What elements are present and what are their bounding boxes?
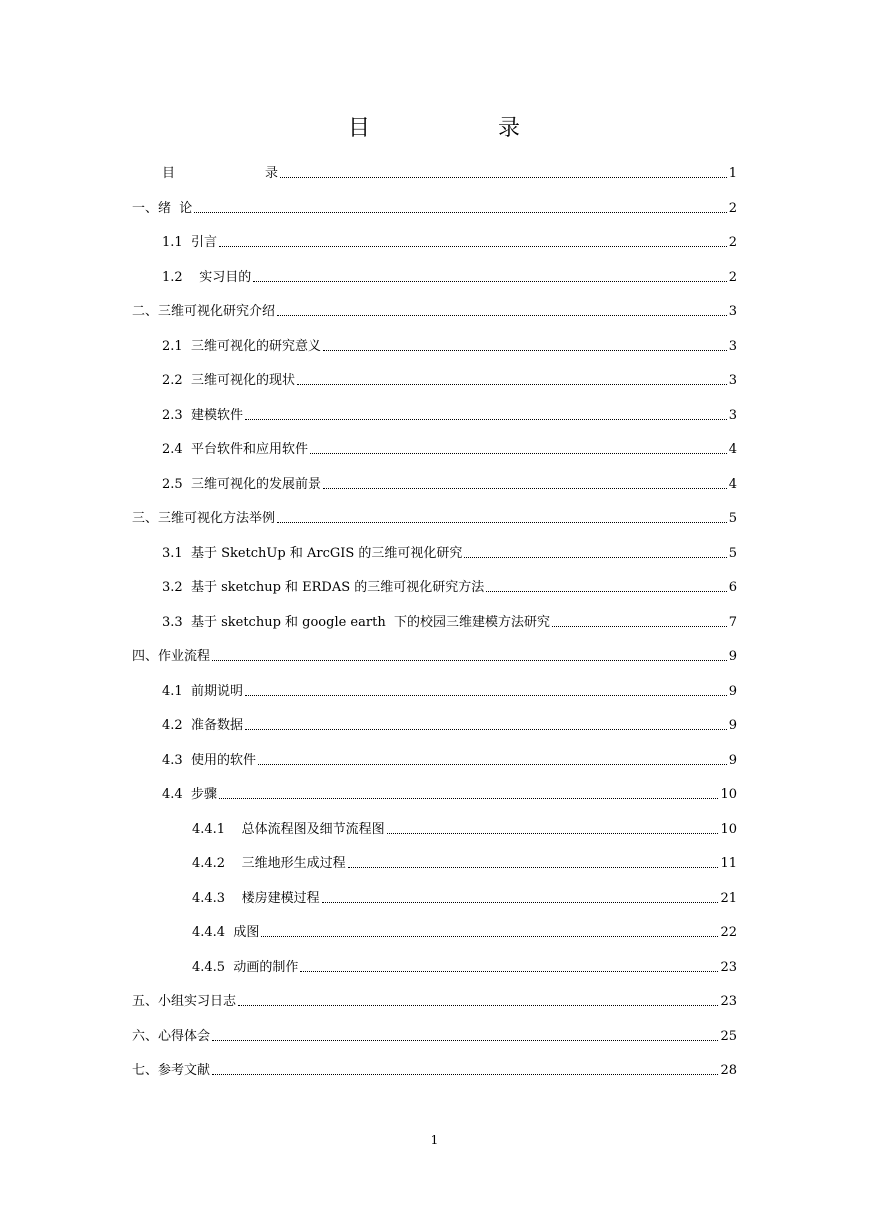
toc-leader-dots [323, 487, 727, 489]
toc-entry-page: 28 [720, 1063, 737, 1078]
toc-entry[interactable] [162, 773, 737, 803]
toc-leader-dots [277, 521, 727, 523]
toc-entry-label: 4.4.3 楼房建模过程 [192, 890, 320, 906]
toc-entry-label: 2.4 平台软件和应用软件 [162, 442, 308, 457]
toc-entry-label: 3.3 基于 sketchup 和 google earth 下的校园三维建模方法研究 [162, 614, 550, 630]
toc-entry[interactable] [162, 394, 737, 424]
toc-entry-page: 3 [728, 373, 737, 388]
toc-entry-page: 1 [728, 166, 737, 181]
toc-leader-dots [297, 383, 727, 385]
toc-leader-dots [323, 349, 727, 351]
toc-entry-page: 25 [720, 1028, 737, 1044]
toc-entry-page: 10 [720, 821, 737, 837]
toc-entry[interactable] [162, 152, 737, 182]
toc-leader-dots [348, 866, 719, 868]
toc-entry-page: 2 [728, 200, 737, 216]
toc-entry-label: 3.1 基于 SketchUp 和 ArcGIS 的三维可视化研究 [162, 545, 463, 561]
toc-entry[interactable] [192, 877, 737, 907]
toc-entry[interactable] [192, 808, 737, 838]
toc-entry[interactable] [162, 601, 737, 631]
toc-leader-dots [322, 901, 719, 903]
toc-entry[interactable] [192, 911, 737, 941]
toc-entry-label: 4.4.5 动画的制作 [192, 959, 299, 975]
toc-leader-dots [245, 418, 727, 420]
toc-entry[interactable] [162, 532, 737, 562]
toc-entry-page: 22 [720, 925, 737, 940]
toc-entry-label: 三、三维可视化方法举例 [132, 511, 276, 526]
toc-entry[interactable] [132, 980, 737, 1010]
toc-leader-dots [552, 625, 727, 627]
toc-entry-label: 四、作业流程 [132, 649, 211, 664]
toc-entry-page: 5 [728, 511, 737, 526]
toc-entry-page: 9 [728, 718, 737, 733]
toc-entry-page: 10 [720, 787, 737, 802]
toc-entry[interactable] [162, 670, 737, 700]
toc-entry[interactable] [162, 463, 737, 493]
toc-leader-dots [310, 452, 727, 454]
toc-entry-label-part: 目 [162, 166, 176, 181]
toc-entry[interactable] [192, 842, 737, 872]
toc-entry[interactable] [162, 221, 737, 251]
toc-entry-label: 六、心得体会 [132, 1028, 211, 1044]
toc-leader-dots [219, 245, 727, 247]
toc-entry-page: 3 [728, 338, 737, 354]
toc-leader-dots [219, 797, 719, 799]
toc-entry-label: 一、绪 论 [132, 200, 193, 216]
toc-entry[interactable] [132, 635, 737, 665]
toc-entry-label: 4.3 使用的软件 [162, 752, 256, 768]
toc-entry[interactable] [132, 1049, 737, 1079]
toc-entry-page: 5 [728, 545, 737, 561]
toc-entry-label: 2.1 三维可视化的研究意义 [162, 338, 321, 354]
toc-leader-dots [261, 935, 718, 937]
toc-entry-page: 7 [728, 614, 737, 630]
toc-entry[interactable] [162, 566, 737, 596]
toc-entry-page: 6 [728, 580, 737, 595]
toc-entry[interactable] [132, 1015, 737, 1045]
toc-entry-label: 3.2 基于 sketchup 和 ERDAS 的三维可视化研究方法 [162, 580, 485, 595]
toc-entry-label: 4.4.2 三维地形生成过程 [192, 856, 346, 871]
toc-entry-label: 2.2 三维可视化的现状 [162, 373, 295, 388]
toc-leader-dots [245, 728, 727, 730]
toc-entry-page: 11 [720, 856, 737, 871]
toc-entry-label: 1.2 实习目的 [162, 269, 252, 285]
toc-leader-dots [212, 1039, 718, 1041]
toc-leader-dots [253, 280, 727, 282]
page-number: 1 [430, 1133, 439, 1147]
toc-leader-dots [258, 763, 727, 765]
toc-leader-dots [464, 556, 726, 558]
toc-entry-label-part: 录 [264, 166, 278, 181]
toc-entry[interactable] [132, 290, 737, 320]
toc-entry-label: 4.2 准备数据 [162, 718, 243, 733]
toc-entry-label: 4.4.4 成图 [192, 925, 260, 940]
toc-entry-page: 23 [720, 994, 737, 1009]
toc-leader-dots [212, 659, 727, 661]
toc-entry-label: 五、小组实习日志 [132, 994, 237, 1009]
toc-entry-page: 4 [728, 442, 737, 457]
toc-entry[interactable] [192, 946, 737, 976]
toc-entry-page: 2 [728, 235, 737, 250]
toc-leader-dots [280, 176, 727, 178]
toc-title-char-2: 录 [498, 116, 521, 141]
toc-entry[interactable] [162, 704, 737, 734]
toc-leader-dots [387, 832, 719, 834]
toc-entry-label: 4.1 前期说明 [162, 683, 243, 699]
toc-leader-dots [245, 694, 727, 696]
toc-entry-page: 2 [728, 269, 737, 285]
toc-entry-page: 9 [728, 683, 737, 699]
toc-entry-page: 4 [728, 476, 737, 492]
toc-entry-label: 4.4.1 总体流程图及细节流程图 [192, 821, 385, 837]
toc-entry-label: 2.5 三维可视化的发展前景 [162, 476, 321, 492]
toc-title-char-1: 目 [348, 116, 371, 141]
toc-entry-page: 9 [728, 649, 737, 664]
toc-entry-page: 3 [728, 407, 737, 423]
toc-leader-dots [194, 211, 726, 213]
toc-entry-page: 3 [728, 304, 737, 319]
toc-entry-label: 2.3 建模软件 [162, 407, 243, 423]
toc-entry-label: 二、三维可视化研究介绍 [132, 304, 276, 319]
toc-entry-label: 1.1 引言 [162, 235, 217, 250]
toc-entry-page: 21 [720, 890, 737, 906]
toc-entry[interactable] [162, 256, 737, 286]
toc-leader-dots [238, 1004, 718, 1006]
toc-leader-dots [277, 314, 727, 316]
toc-entry-label: 七、参考文献 [132, 1063, 211, 1078]
toc-entry[interactable] [162, 325, 737, 355]
toc-entry-label: 4.4 步骤 [162, 787, 217, 802]
toc-entry[interactable] [132, 187, 737, 217]
toc-entry[interactable] [132, 497, 737, 527]
toc-entry-page: 23 [720, 959, 737, 975]
toc-leader-dots [300, 970, 718, 972]
toc-leader-dots [212, 1073, 718, 1075]
toc-leader-dots [486, 590, 726, 592]
toc-entry[interactable] [162, 359, 737, 389]
toc-entry[interactable] [162, 428, 737, 458]
toc-entry-page: 9 [728, 752, 737, 768]
toc-title [0, 113, 869, 145]
toc-entry-label [162, 166, 278, 182]
toc-entry[interactable] [162, 739, 737, 769]
